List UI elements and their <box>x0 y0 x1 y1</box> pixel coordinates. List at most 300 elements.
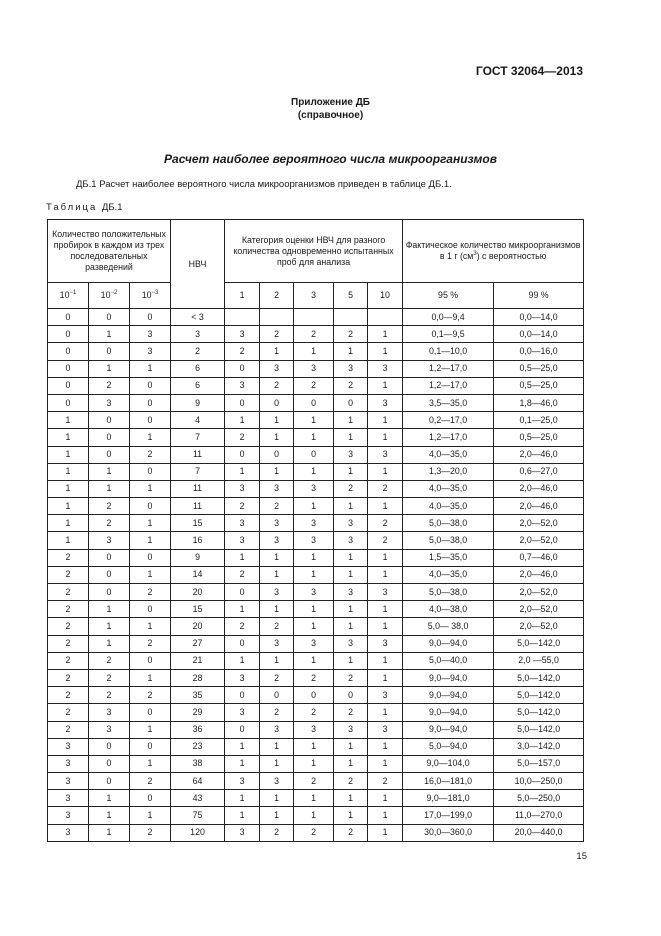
table-cell: 0 <box>130 309 171 326</box>
header-actual-pre: Фактическое количество микроорганизмов в 1 г (см <box>405 240 581 261</box>
table-cell: 1 <box>48 412 89 429</box>
table-cell: 1 <box>89 360 130 377</box>
table-cell: 1 <box>368 790 403 807</box>
table-row <box>48 480 584 497</box>
table-cell: 2 <box>334 824 368 841</box>
table-cell: 2 <box>260 669 294 686</box>
table-cell: 2 <box>260 824 294 841</box>
table-cell: 0 <box>294 446 334 463</box>
table-cell: 16,0—181,0 <box>403 773 494 790</box>
table-cell: 0,0—14,0 <box>494 309 584 326</box>
table-cell: 3 <box>48 807 89 824</box>
table-cell: 0 <box>294 687 334 704</box>
table-cell: 4,0—35,0 <box>403 498 494 515</box>
header-mpn: НВЧ <box>171 220 225 309</box>
table-cell: 2 <box>368 532 403 549</box>
table-cell: 1 <box>130 360 171 377</box>
table-cell: 2 <box>130 446 171 463</box>
table-cell: 0,0—16,0 <box>494 343 584 360</box>
table-head <box>48 220 584 309</box>
table-cell: 0 <box>89 412 130 429</box>
table-cell: 1 <box>89 326 130 343</box>
table-cell: 3 <box>225 377 260 394</box>
table-cell: 0,1—10,0 <box>403 343 494 360</box>
table-cell: 2 <box>225 498 260 515</box>
table-cell: 3 <box>334 515 368 532</box>
table-cell: 3,5—35,0 <box>403 394 494 411</box>
table-caption-prefix: Таблица <box>46 202 98 213</box>
table-cell: 1 <box>368 652 403 669</box>
table-row <box>48 377 584 394</box>
table-cell: 14 <box>171 566 225 583</box>
table-cell: 1 <box>225 549 260 566</box>
table-row <box>48 807 584 824</box>
table-cell: 2 <box>334 704 368 721</box>
table-cell: 5,0—142,0 <box>494 669 584 686</box>
table-cell: 2 <box>260 326 294 343</box>
table-cell: 2 <box>225 429 260 446</box>
table-cell: 2 <box>368 773 403 790</box>
table-cell: 2 <box>48 635 89 652</box>
table-cell: 3 <box>171 326 225 343</box>
table-cell: 0 <box>294 394 334 411</box>
table-cell: 3 <box>48 824 89 841</box>
table-body <box>48 309 584 842</box>
table-cell: 1 <box>368 429 403 446</box>
table-cell: 1 <box>89 790 130 807</box>
table-cell: 0 <box>260 394 294 411</box>
table-row <box>48 566 584 583</box>
table-cell: 0 <box>334 394 368 411</box>
table-cell: 1 <box>334 343 368 360</box>
table-cell: 0,1—9,5 <box>403 326 494 343</box>
table-cell: 0 <box>260 687 294 704</box>
table-cell: 2 <box>294 669 334 686</box>
table-cell: 1,8—46,0 <box>494 394 584 411</box>
table-cell: 0,1—25,0 <box>494 412 584 429</box>
table-cell: 7 <box>171 429 225 446</box>
table-cell: 3 <box>368 687 403 704</box>
table-cell: 9,0—94,0 <box>403 687 494 704</box>
table-row <box>48 773 584 790</box>
table-cell: 1 <box>48 429 89 446</box>
table-cell: 4,0—38,0 <box>403 601 494 618</box>
table-cell: 0 <box>130 601 171 618</box>
table-cell: 38 <box>171 755 225 772</box>
table-row <box>48 584 584 601</box>
table-cell: 5,0—38,0 <box>403 515 494 532</box>
table-cell: 4,0—35,0 <box>403 566 494 583</box>
table-cell: 1 <box>225 463 260 480</box>
table-cell: 0 <box>89 566 130 583</box>
table-cell: 9 <box>171 549 225 566</box>
table-cell: 0 <box>130 498 171 515</box>
table-cell: 1 <box>225 412 260 429</box>
table-cell: 2 <box>334 480 368 497</box>
page-number: 15 <box>576 851 587 862</box>
table-cell: 0,0—9,4 <box>403 309 494 326</box>
table-cell: 0 <box>225 635 260 652</box>
table-row <box>48 360 584 377</box>
table-cell: 5,0— 38,0 <box>403 618 494 635</box>
table-cell: 1 <box>334 463 368 480</box>
table-cell: 2,0—52,0 <box>494 532 584 549</box>
table-cell: 2 <box>334 669 368 686</box>
table-cell: 2 <box>89 669 130 686</box>
table-cell: 2 <box>48 652 89 669</box>
table-cell: 3 <box>225 704 260 721</box>
table-cell: 2 <box>225 343 260 360</box>
table-cell: 3 <box>368 635 403 652</box>
table-cell: 1 <box>294 498 334 515</box>
table-cell: 0 <box>130 377 171 394</box>
header-category-value: 2 <box>260 283 294 309</box>
dilution-base: 10 <box>141 290 152 300</box>
table-cell: 1 <box>89 807 130 824</box>
table-cell: 1 <box>260 652 294 669</box>
table-cell: 2 <box>48 721 89 738</box>
table-cell: 27 <box>171 635 225 652</box>
table-cell: 64 <box>171 773 225 790</box>
table-cell: 6 <box>171 360 225 377</box>
table-cell: 3 <box>368 584 403 601</box>
table-cell: 3 <box>48 773 89 790</box>
table-cell: 0 <box>48 343 89 360</box>
table-cell: 23 <box>171 738 225 755</box>
table-cell: 1 <box>368 824 403 841</box>
table-cell: 1 <box>368 618 403 635</box>
table-cell: 1 <box>260 738 294 755</box>
table-cell: 11,0—270,0 <box>494 807 584 824</box>
table-cell: 1 <box>334 601 368 618</box>
table-cell: 0 <box>89 446 130 463</box>
table-cell: 1 <box>334 412 368 429</box>
table-cell: 1 <box>294 601 334 618</box>
table-cell: 20 <box>171 618 225 635</box>
standard-designation: ГОСТ 32064—2013 <box>475 64 583 78</box>
table-cell: 3 <box>130 326 171 343</box>
table-cell: 1 <box>368 601 403 618</box>
table-cell: 16 <box>171 532 225 549</box>
table-cell: 3 <box>260 721 294 738</box>
table-cell: 1,5—35,0 <box>403 549 494 566</box>
table-cell: 0 <box>48 394 89 411</box>
table-cell: 2,0 —55,0 <box>494 652 584 669</box>
table-cell: 1 <box>48 463 89 480</box>
table-cell: 1 <box>130 721 171 738</box>
table-row <box>48 618 584 635</box>
table-cell: 0 <box>260 446 294 463</box>
table-cell: 1 <box>260 601 294 618</box>
table-cell: 0 <box>130 704 171 721</box>
table-cell: 3,0—142,0 <box>494 738 584 755</box>
table-cell: 2 <box>334 773 368 790</box>
table-caption-number: ДБ.1 <box>101 202 123 213</box>
table-cell: 43 <box>171 790 225 807</box>
header-category-value: 5 <box>334 283 368 309</box>
table-cell: 3 <box>294 360 334 377</box>
table-cell: 1 <box>225 601 260 618</box>
table-cell: 1 <box>334 652 368 669</box>
table-cell: 9,0—181,0 <box>403 790 494 807</box>
table-cell: 2 <box>225 566 260 583</box>
table-cell <box>260 309 294 326</box>
table-cell: 3 <box>294 584 334 601</box>
table-cell: 2,0—46,0 <box>494 566 584 583</box>
table-cell: 2 <box>48 601 89 618</box>
table-cell: 1 <box>130 618 171 635</box>
table-cell: 1 <box>294 755 334 772</box>
table-cell: 2 <box>48 669 89 686</box>
table-cell: 1 <box>225 790 260 807</box>
table-cell: 1 <box>368 412 403 429</box>
table-cell: 5,0—142,0 <box>494 704 584 721</box>
table-cell: 2 <box>368 515 403 532</box>
header-probability: 99 % <box>494 283 584 309</box>
table-cell: 1 <box>89 463 130 480</box>
table-cell: 1 <box>334 790 368 807</box>
header-actual-count <box>403 220 584 283</box>
header-dilution <box>130 283 171 309</box>
section-title: Расчет наиболее вероятного числа микроорганизмов <box>164 152 497 166</box>
table-cell: 1 <box>334 429 368 446</box>
table-cell: 20 <box>171 584 225 601</box>
table-cell: 9,0—94,0 <box>403 669 494 686</box>
table-cell: 1 <box>260 412 294 429</box>
header-dilution <box>89 283 130 309</box>
table-cell: 2 <box>48 687 89 704</box>
table-row <box>48 824 584 841</box>
annex-heading <box>0 96 661 122</box>
header-actual-sup: 3 <box>473 251 477 258</box>
table-row <box>48 687 584 704</box>
table-cell: 5,0—142,0 <box>494 635 584 652</box>
table-cell: 1 <box>334 498 368 515</box>
table-cell: 1 <box>48 532 89 549</box>
table-cell: 1 <box>334 738 368 755</box>
table-cell: 0,6—27,0 <box>494 463 584 480</box>
table-cell: 3 <box>334 721 368 738</box>
dilution-exp: −1 <box>69 290 77 297</box>
table-cell: 1 <box>225 755 260 772</box>
dilution-base: 10 <box>59 290 70 300</box>
table-cell: 2 <box>294 773 334 790</box>
table-cell: 3 <box>225 824 260 841</box>
table-cell: 0 <box>130 790 171 807</box>
table-cell: 0 <box>89 309 130 326</box>
table-cell: 15 <box>171 515 225 532</box>
table-cell: 1 <box>48 498 89 515</box>
table-row <box>48 446 584 463</box>
table-cell: 3 <box>260 360 294 377</box>
table-row <box>48 343 584 360</box>
table-cell: 2 <box>130 635 171 652</box>
table-cell: 3 <box>89 704 130 721</box>
table-cell: 1 <box>225 738 260 755</box>
table-caption <box>46 202 122 213</box>
table-cell: 1 <box>368 755 403 772</box>
table-cell: 3 <box>48 738 89 755</box>
table-cell: 2,0—52,0 <box>494 515 584 532</box>
table-cell: 0 <box>130 394 171 411</box>
table-cell: 11 <box>171 480 225 497</box>
table-cell: 1 <box>368 326 403 343</box>
table-cell: 5,0—38,0 <box>403 584 494 601</box>
header-category-value: 3 <box>294 283 334 309</box>
table-cell: 29 <box>171 704 225 721</box>
table-cell: 0 <box>225 446 260 463</box>
table-cell: 0 <box>48 360 89 377</box>
table-cell: 3 <box>225 773 260 790</box>
table-cell: 2,0—46,0 <box>494 498 584 515</box>
table-cell: 2,0—46,0 <box>494 480 584 497</box>
table-cell: 1 <box>368 738 403 755</box>
table-cell: 35 <box>171 687 225 704</box>
table-cell: 3 <box>225 532 260 549</box>
table-cell: 0 <box>225 687 260 704</box>
table-cell: 2 <box>294 704 334 721</box>
table-cell: 0 <box>89 755 130 772</box>
table-cell: 0,5—25,0 <box>494 360 584 377</box>
table-cell: 1 <box>368 498 403 515</box>
table-cell: 30,0—360,0 <box>403 824 494 841</box>
table-cell: 2 <box>294 377 334 394</box>
table-cell <box>368 309 403 326</box>
table-cell: 1 <box>225 652 260 669</box>
table-cell: 0 <box>334 687 368 704</box>
table-cell: 11 <box>171 446 225 463</box>
dilution-exp: −3 <box>151 290 159 297</box>
table-cell: 3 <box>225 669 260 686</box>
table-row <box>48 601 584 618</box>
table-cell: 1 <box>260 343 294 360</box>
table-cell: 0,5—25,0 <box>494 377 584 394</box>
table-cell: 1,2—17,0 <box>403 360 494 377</box>
table-cell: 0 <box>130 463 171 480</box>
table-cell: 2 <box>260 704 294 721</box>
table-cell: 3 <box>225 515 260 532</box>
table-row <box>48 309 584 326</box>
table-cell: 11 <box>171 498 225 515</box>
table-cell: 1 <box>294 343 334 360</box>
table-row <box>48 721 584 738</box>
header-dilution <box>48 283 89 309</box>
table-cell: 17,0—199,0 <box>403 807 494 824</box>
table-cell: 75 <box>171 807 225 824</box>
table-cell: 1 <box>130 515 171 532</box>
table-cell: 2 <box>294 824 334 841</box>
table-cell: 0,0—14,0 <box>494 326 584 343</box>
table-cell: 0,7—46,0 <box>494 549 584 566</box>
table-cell: 1 <box>294 790 334 807</box>
table-cell: 3 <box>260 480 294 497</box>
table-cell: 5,0—40,0 <box>403 652 494 669</box>
table-cell <box>294 309 334 326</box>
table-cell: 1 <box>260 549 294 566</box>
table-cell: 2 <box>260 618 294 635</box>
table-cell: 3 <box>89 721 130 738</box>
table-cell: 5,0—142,0 <box>494 721 584 738</box>
table-cell: 3 <box>130 343 171 360</box>
table-cell: 1 <box>368 669 403 686</box>
table-cell: 1 <box>130 532 171 549</box>
table-cell: 2 <box>89 377 130 394</box>
table-cell: 3 <box>225 326 260 343</box>
table-cell: 2 <box>48 618 89 635</box>
mpn-table <box>47 219 584 842</box>
table-row <box>48 515 584 532</box>
table-cell: 3 <box>368 446 403 463</box>
table-cell: 0 <box>48 377 89 394</box>
table-cell: 7 <box>171 463 225 480</box>
table-cell: 1 <box>130 480 171 497</box>
table-cell: 1 <box>294 412 334 429</box>
table-cell: 0 <box>225 360 260 377</box>
table-cell: 4 <box>171 412 225 429</box>
table-cell: 3 <box>294 532 334 549</box>
table-cell: 3 <box>89 532 130 549</box>
table-cell: 5,0—94,0 <box>403 738 494 755</box>
table-cell: 3 <box>334 446 368 463</box>
table-cell: 1 <box>260 429 294 446</box>
table-cell: 0 <box>225 394 260 411</box>
table-cell: 1 <box>368 566 403 583</box>
table-cell: 1 <box>48 446 89 463</box>
table-cell: 1 <box>260 755 294 772</box>
table-cell: 2 <box>225 618 260 635</box>
table-row <box>48 463 584 480</box>
table-cell: 1 <box>260 790 294 807</box>
table-cell: 9,0—94,0 <box>403 721 494 738</box>
table-cell: 2 <box>334 377 368 394</box>
table-row <box>48 326 584 343</box>
table-cell: 2 <box>89 687 130 704</box>
table-cell: 9,0—94,0 <box>403 704 494 721</box>
table-cell: 1 <box>89 635 130 652</box>
table-cell: 1 <box>368 807 403 824</box>
table-cell: 3 <box>368 721 403 738</box>
table-cell: 2 <box>89 498 130 515</box>
table-cell: 0 <box>130 738 171 755</box>
table-row <box>48 669 584 686</box>
dilution-exp: −2 <box>110 290 118 297</box>
annex-title: Приложение ДБ <box>291 97 370 108</box>
table-cell: 0,2—17,0 <box>403 412 494 429</box>
table-cell: 1 <box>368 549 403 566</box>
table-cell: 1 <box>294 807 334 824</box>
table-cell: 3 <box>89 394 130 411</box>
table-cell: 3 <box>260 635 294 652</box>
table-cell: 1 <box>294 738 334 755</box>
table-cell: 1 <box>334 566 368 583</box>
table-row <box>48 755 584 772</box>
table-cell: 3 <box>334 532 368 549</box>
table-cell: 0 <box>48 326 89 343</box>
table-cell: 2 <box>130 687 171 704</box>
header-actual-post: ) с вероятностью <box>476 251 547 261</box>
table-cell: 1,2—17,0 <box>403 377 494 394</box>
header-category-value: 1 <box>225 283 260 309</box>
table-cell: 3 <box>334 360 368 377</box>
table-cell: 2 <box>130 824 171 841</box>
table-cell: 3 <box>260 773 294 790</box>
table-row <box>48 549 584 566</box>
table-cell: 21 <box>171 652 225 669</box>
table-cell: 3 <box>260 584 294 601</box>
table-cell: 1 <box>260 807 294 824</box>
table-cell: 2 <box>48 584 89 601</box>
dilution-base: 10 <box>100 290 111 300</box>
